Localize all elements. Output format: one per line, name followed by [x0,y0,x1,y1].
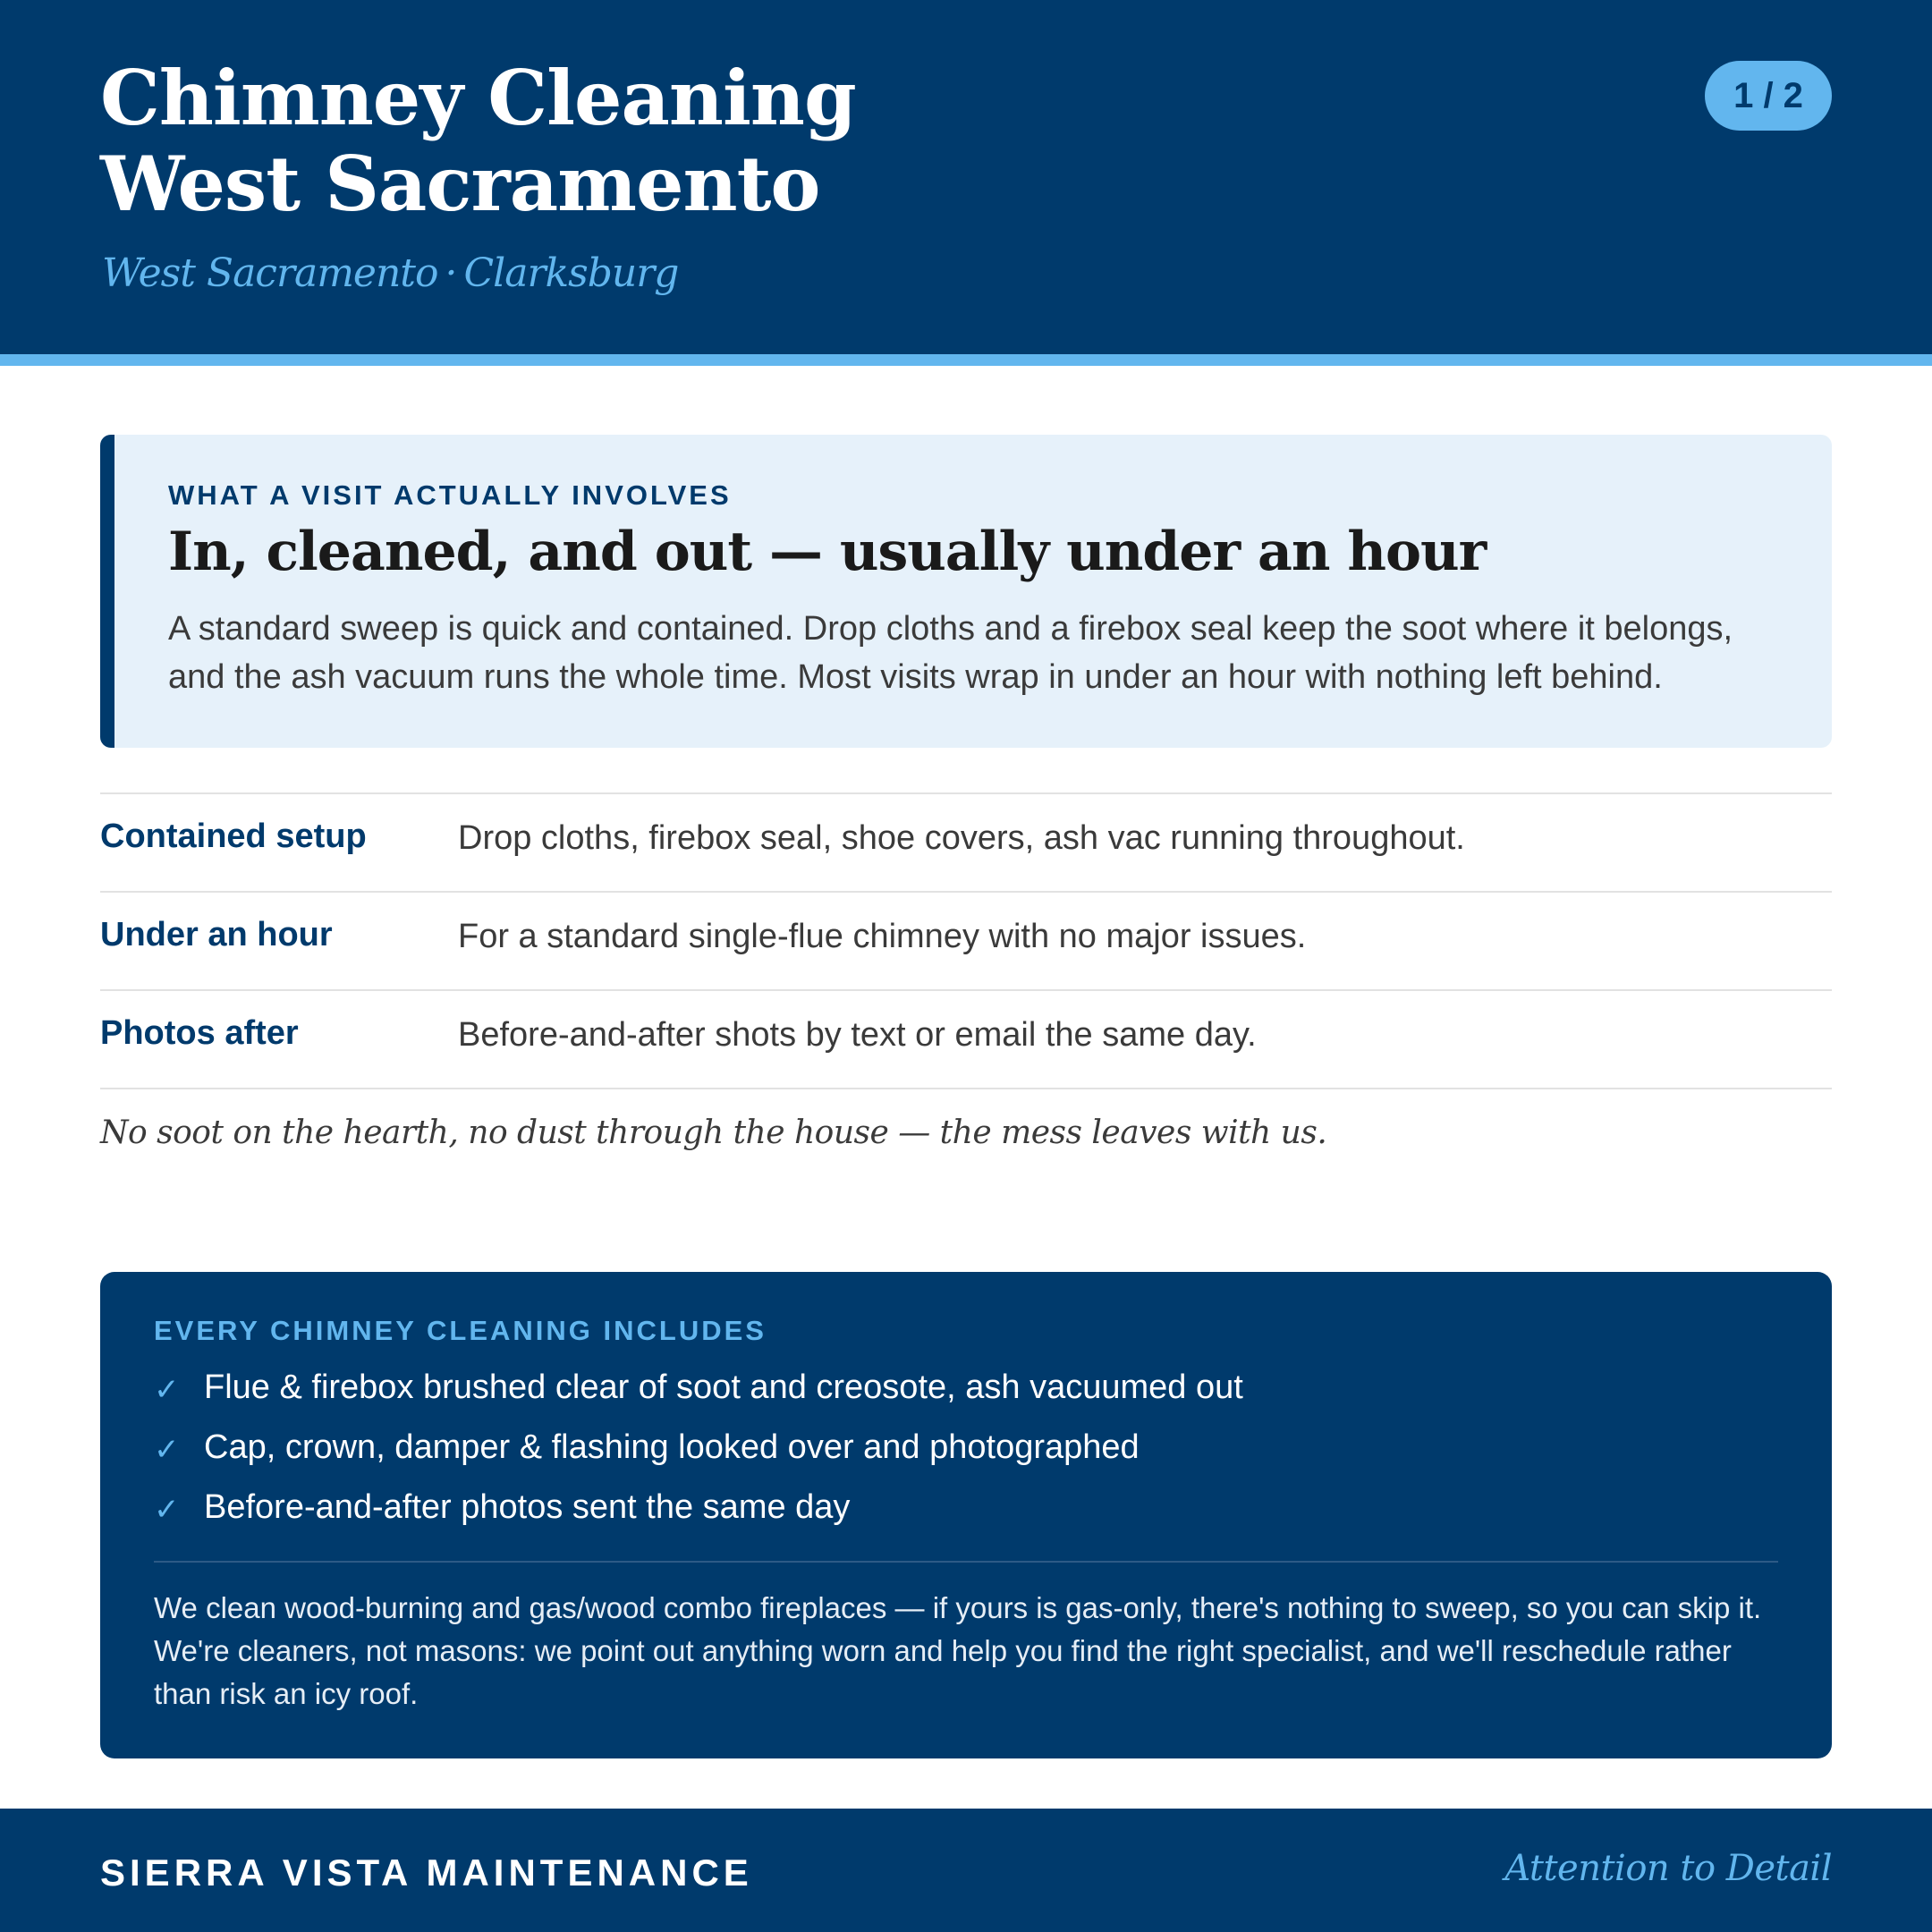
feature-description: Before-and-after shots by text or email the same day. [458,1016,1257,1054]
feature-label: Under an hour [100,916,333,953]
footer [0,1809,1932,1932]
feature-label: Photos after [100,1014,299,1052]
feature-label: Contained setup [100,818,367,855]
callout-heading: In, cleaned, and out — usually under an hour [168,521,1487,583]
includes-note: We clean wood-burning and gas/wood combo fireplaces — if yours is gas-only, there's nothing to sweep, so you can skip it. We're cleaners, not masons: we point out anything worn and help you find the right specialist, and we'll reschedule rather than risk an icy roof. [154,1591,1762,1710]
list-item-text: Flue & firebox brushed clear of soot and creosote, ash vacuumed out [204,1368,1243,1406]
feature-row-photos-after [100,991,1832,1089]
page-indicator: 1 / 2 [1705,61,1832,131]
tagline: No soot on the hearth, no dust through the house — the mess leaves with us. [100,1114,1327,1151]
brand-slogan: Attention to Detail [1504,1848,1832,1889]
feature-list [100,792,1832,1089]
visit-callout [100,435,1832,748]
list-item-text: Before-and-after photos sent the same day [204,1488,851,1526]
checkmark-icon: ✓ [154,1493,180,1527]
list-item-text: Cap, crown, damper & flashing looked over and photographed [204,1428,1140,1466]
callout-eyebrow: WHAT A VISIT ACTUALLY INVOLVES [168,479,732,511]
checkmark-icon: ✓ [154,1373,180,1407]
callout-accent-bar [100,435,114,748]
callout-body: A standard sweep is quick and contained. Drop cloths and a firebox seal keep the soot where it belongs, and the ash vacuum runs the whole time. Most visits wrap in under an hour with nothing left behind. [168,610,1733,696]
feature-description: Drop cloths, firebox seal, shoe covers, ash vac running throughout. [458,819,1465,857]
checkmark-icon: ✓ [154,1433,180,1467]
page-title [100,55,856,227]
includes-title: EVERY CHIMNEY CLEANING INCLUDES [154,1315,767,1346]
brand-name: SIERRA VISTA MAINTENANCE [100,1852,753,1894]
feature-row-under-an-hour [100,893,1832,991]
includes-panel [100,1272,1832,1758]
service-area-2: Clarksburg [463,250,679,296]
service-areas [102,250,678,296]
feature-description: For a standard single-flue chimney with no major issues. [458,918,1307,955]
title-line-2: West Sacramento [100,140,820,228]
feature-row-contained-setup [100,794,1832,893]
service-area-separator: · [445,250,457,296]
service-area-1: West Sacramento [102,250,438,296]
title-line-1: Chimney Cleaning [100,54,856,142]
header-accent-stripe [0,354,1932,366]
includes-divider [154,1561,1778,1563]
header [0,0,1932,354]
